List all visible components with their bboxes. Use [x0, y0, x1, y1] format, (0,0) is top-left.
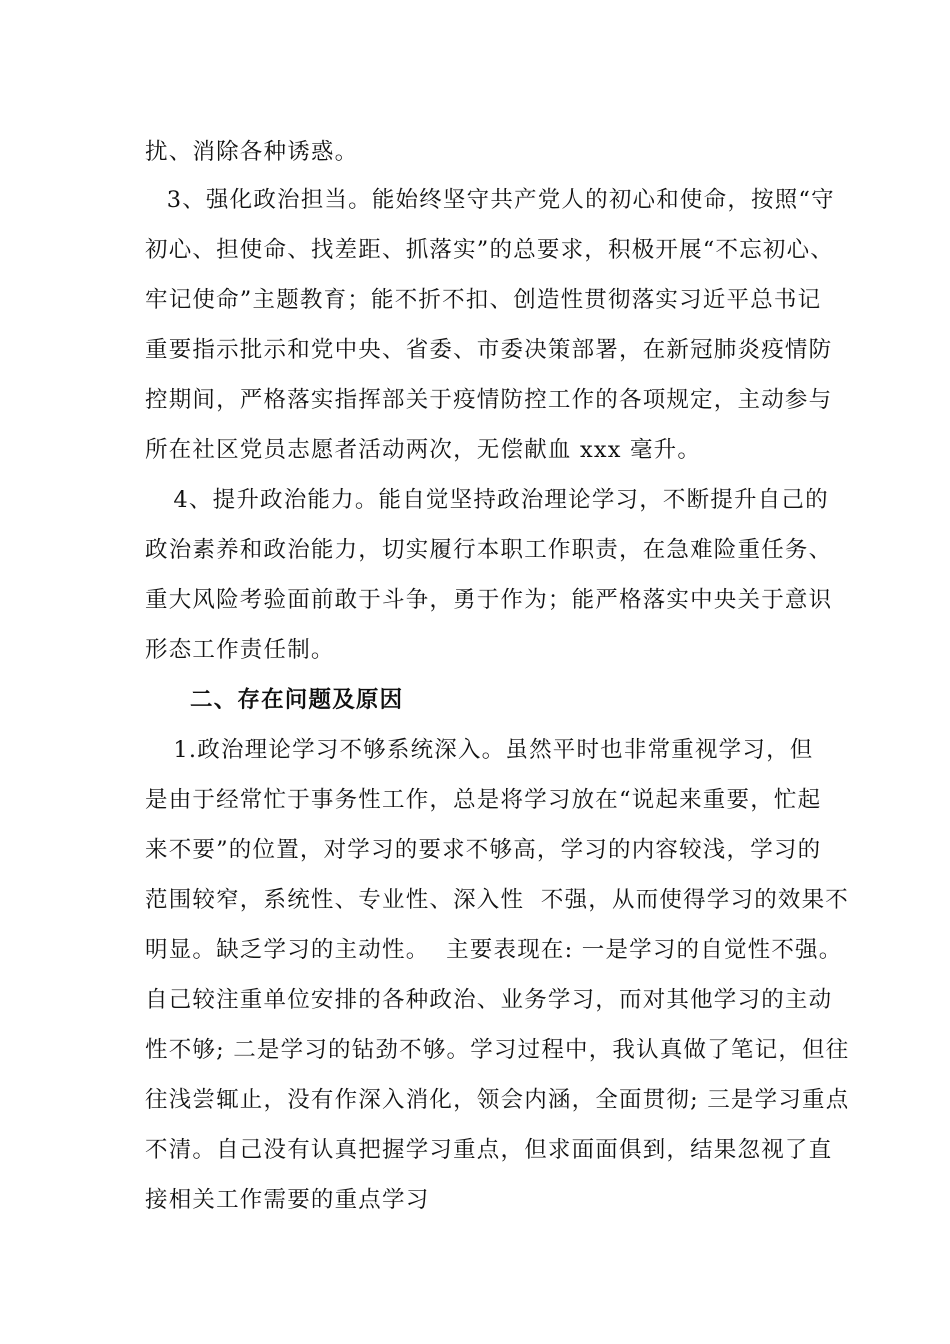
body-text-line: 不清。自己没有认真把握学习重点，但求面面俱到，结果忽视了直 [145, 1137, 833, 1163]
body-text-line: 自己较注重单位安排的各种政治、业务学习，而对其他学习的主动 [145, 987, 833, 1013]
body-text-line: 形态工作责任制。 [145, 637, 335, 663]
body-text-line: 1.政治理论学习不够系统深入。虽然平时也非常重视学习，但 [140, 737, 814, 763]
body-text-line: 扰、消除各种诱惑。 [145, 139, 359, 165]
body-text-line: 牢记使命”主题教育；能不折不扣、创造性贯彻落实习近平总书记 [145, 287, 822, 313]
body-text-line: 重大风险考验面前敢于斗争，勇于作为；能严格落实中央关于意识 [145, 587, 833, 613]
body-text-line: 所在社区党员志愿者活动两次，无偿献血 xxx 毫升。 [145, 437, 702, 463]
body-text-line: 明显。缺乏学习的主动性。 主要表现在: 一是学习的自觉性不强。 [145, 937, 843, 963]
body-text-line: 3、强化政治担当。能始终坚守共产党人的初心和使命，按照“守 [150, 187, 835, 213]
body-text-line: 往浅尝辄止，没有作深入消化，领会内涵，全面贯彻; 三是学习重点 [145, 1087, 850, 1113]
body-text-line: 重要指示批示和党中央、省委、市委决策部署，在新冠肺炎疫情防 [145, 337, 833, 363]
body-text-line: 性不够; 二是学习的钻劲不够。学习过程中，我认真做了笔记，但往 [145, 1037, 850, 1063]
body-text-line: 范围较窄，系统性、专业性、深入性 不强，从而使得学习的效果不 [145, 887, 850, 913]
body-text-line: 政治素养和政治能力，切实履行本职工作职责，在急难险重任务、 [145, 537, 833, 563]
body-text-line: 4、提升政治能力。能自觉坚持政治理论学习，不断提升自己的 [140, 487, 829, 513]
body-text-line: 控期间，严格落实指挥部关于疫情防控工作的各项规定，主动参与 [145, 387, 833, 413]
body-text-line: 初心、担使命、找差距、抓落实”的总要求，积极开展“不忘初心、 [145, 237, 835, 263]
body-text-line: 接相关工作需要的重点学习 [145, 1187, 430, 1213]
section-heading: 二、存在问题及原因 [190, 687, 404, 713]
body-text-line: 是由于经常忙于事务性工作，总是将学习放在“说起来重要，忙起 [145, 787, 822, 813]
body-text-line: 来不要”的位置，对学习的要求不够高，学习的内容较浅，学习的 [145, 837, 822, 863]
